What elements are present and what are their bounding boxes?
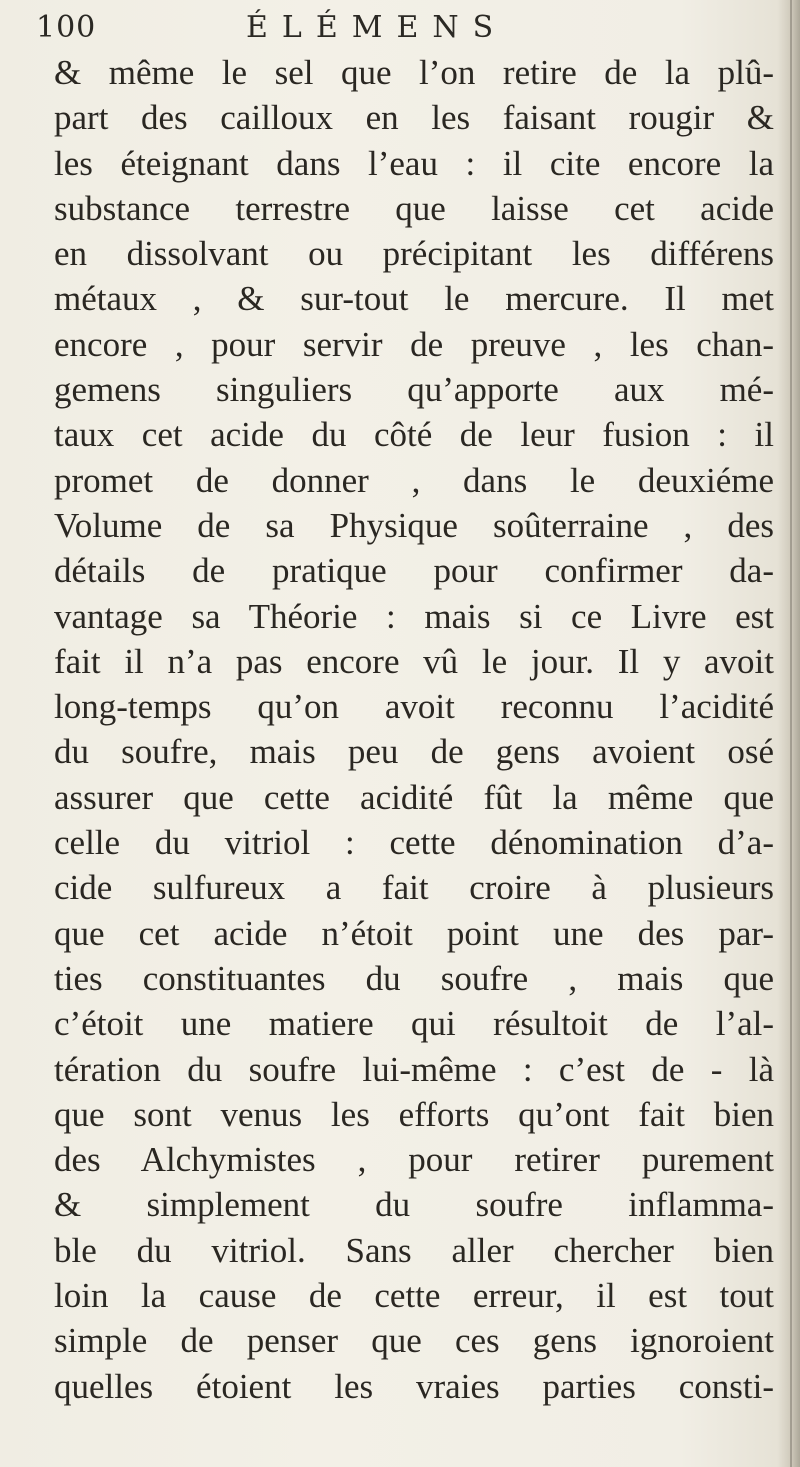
body-text bbox=[54, 50, 774, 1409]
text-line: assurer que cette acidité fût la même que bbox=[54, 777, 774, 817]
text-line: Volume de sa Physique soûterraine , des bbox=[54, 505, 774, 545]
text-line: substance terrestre que laisse cet acide bbox=[54, 188, 774, 228]
text-line: fait il n’a pas encore vû le jour. Il y avoit bbox=[54, 641, 774, 681]
text-line: métaux , & sur-tout le mercure. Il met bbox=[54, 279, 774, 319]
text-line: celle du vitriol : cette dénomination d’a- bbox=[54, 823, 774, 863]
text-line: c’étoit une matiere qui résultoit de l’al- bbox=[54, 1004, 774, 1044]
text-line: simple de penser que ces gens ignoroient bbox=[54, 1321, 774, 1361]
text-line: détails de pratique pour confirmer da- bbox=[54, 551, 774, 591]
text-line: long-temps qu’on avoit reconnu l’acidité bbox=[54, 687, 774, 727]
text-line: ble du vitriol. Sans aller chercher bien bbox=[54, 1230, 774, 1270]
text-line: encore , pour servir de preuve , les chan- bbox=[54, 324, 774, 364]
text-line: les éteignant dans l’eau : il cite encore la bbox=[54, 143, 774, 183]
text-line: & simplement du soufre inflamma- bbox=[54, 1185, 774, 1225]
text-line: que sont venus les efforts qu’ont fait bien bbox=[54, 1094, 774, 1134]
text-line: des Alchymistes , pour retirer purement bbox=[54, 1140, 774, 1180]
text-line: en dissolvant ou précipitant les différens bbox=[54, 234, 774, 274]
text-line: que cet acide n’étoit point une des par- bbox=[54, 913, 774, 953]
text-line: tération du soufre lui-même : c’est de - là bbox=[54, 1049, 774, 1089]
text-line: ties constituantes du soufre , mais que bbox=[54, 958, 774, 998]
text-line: loin la cause de cette erreur, il est tout bbox=[54, 1276, 774, 1316]
text-line: part des cailloux en les faisant rougir & bbox=[54, 98, 774, 138]
page-edge-line bbox=[790, 0, 792, 1467]
text-line: & même le sel que l’on retire de la plû- bbox=[54, 53, 774, 92]
text-line: cide sulfureux a fait croire à plusieurs bbox=[54, 868, 774, 908]
page-header bbox=[36, 10, 736, 50]
page-number: 100 bbox=[36, 10, 97, 45]
text-line: taux cet acide du côté de leur fusion : il bbox=[54, 415, 774, 455]
text-line: vantage sa Théorie : mais si ce Livre est bbox=[54, 596, 774, 636]
text-line: du soufre, mais peu de gens avoient osé bbox=[54, 732, 774, 772]
text-line: quelles étoient les vraies parties consti- bbox=[54, 1366, 774, 1406]
running-title: ÉLÉMENS bbox=[246, 10, 508, 45]
page-edge-shadow bbox=[778, 0, 800, 1467]
text-line: promet de donner , dans le deuxiéme bbox=[54, 460, 774, 500]
text-line: gemens singuliers qu’apporte aux mé- bbox=[54, 370, 774, 410]
